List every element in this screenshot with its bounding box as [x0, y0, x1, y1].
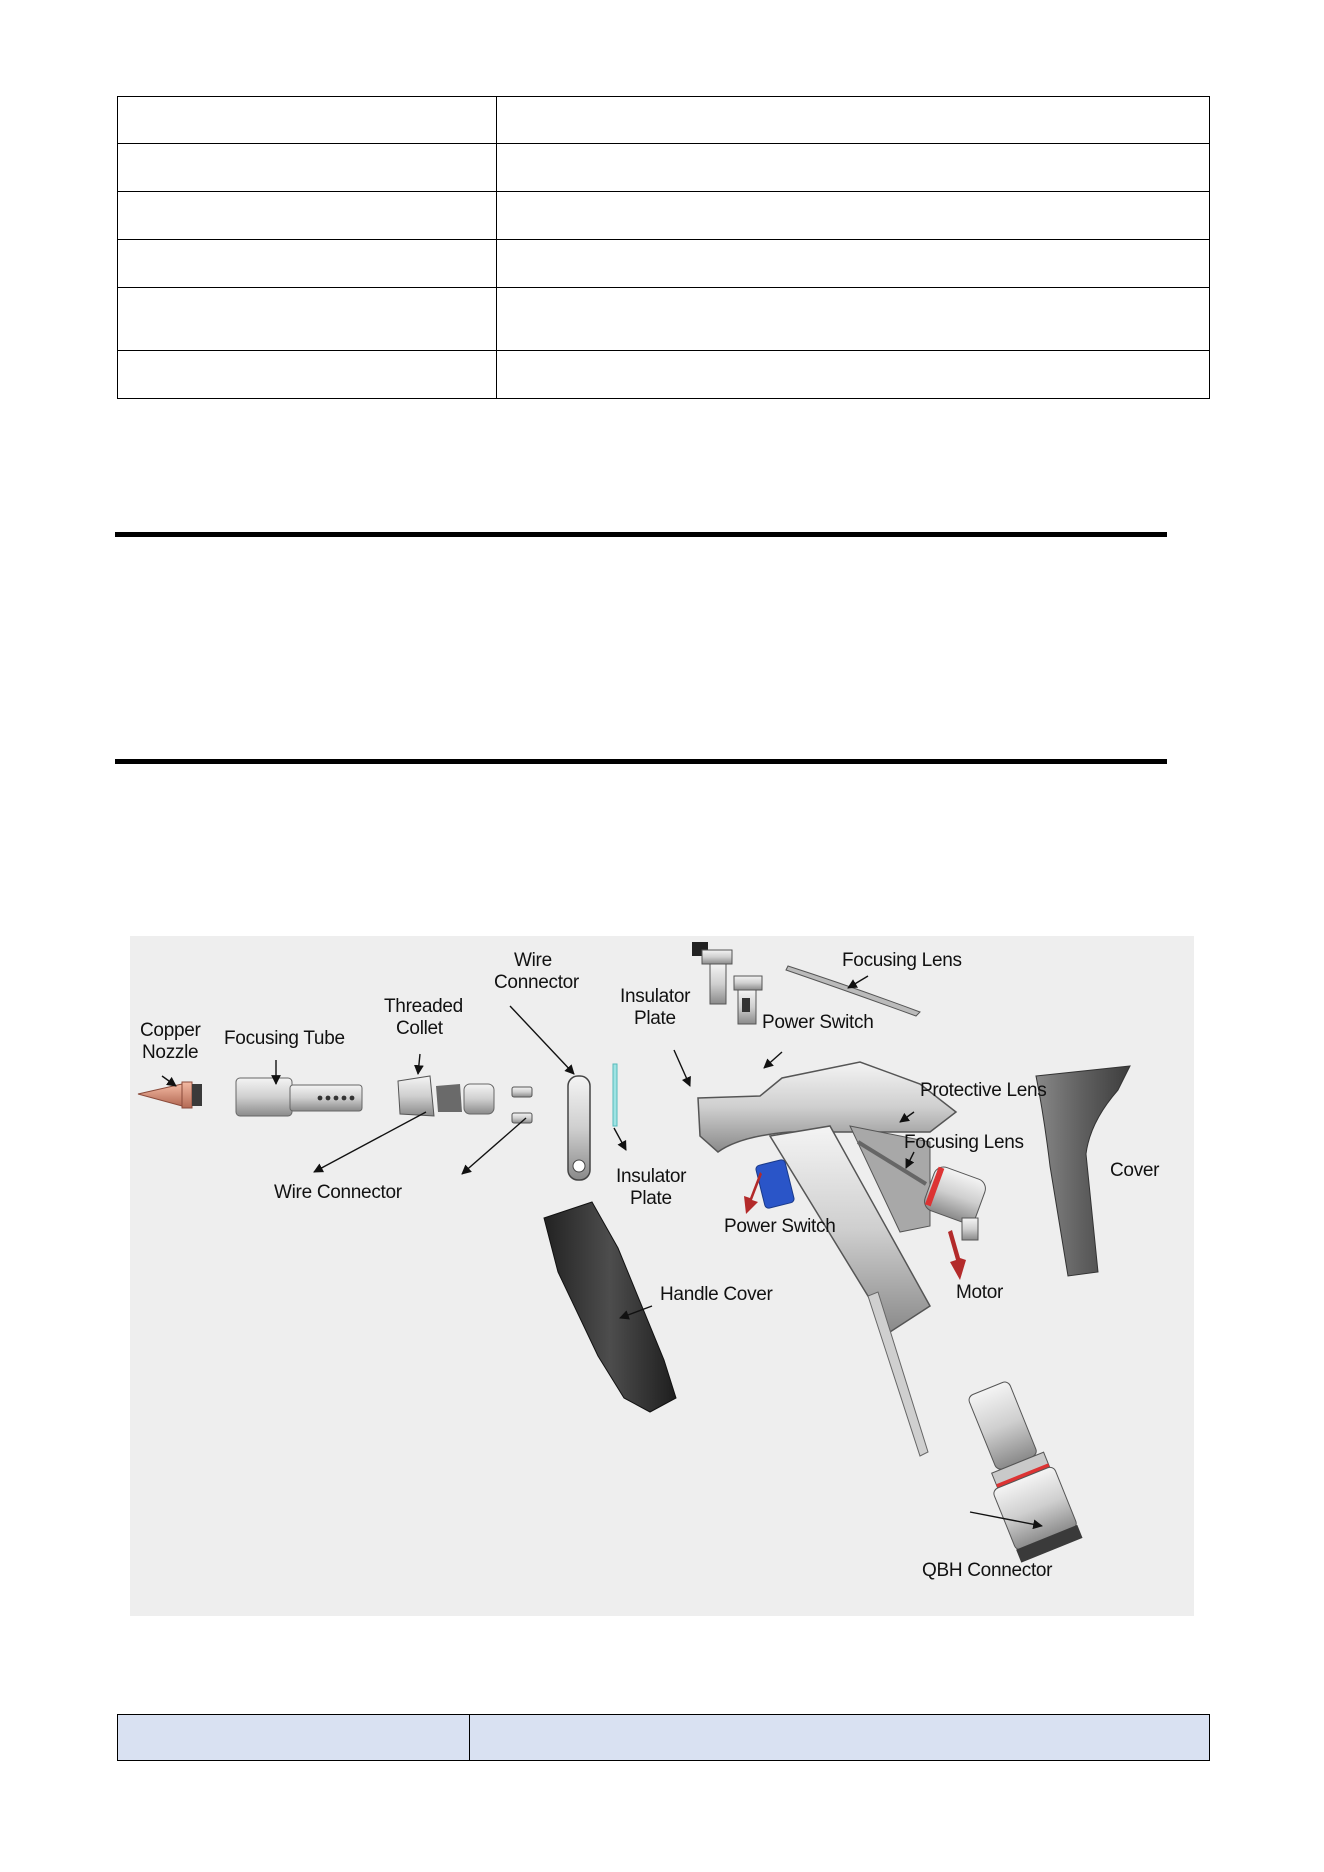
label-motor: Motor [956, 1282, 1004, 1303]
label-focusing-tube: Focusing Tube [224, 1028, 345, 1049]
table-cell [118, 351, 497, 399]
power-switch-parts [692, 942, 762, 1024]
label-wire-connector-top: Wire [514, 950, 552, 971]
table-cell [118, 1715, 470, 1761]
label-insulator-plate-top-2: Plate [634, 1008, 676, 1029]
label-focusing-lens-top: Focusing Lens [842, 950, 962, 971]
label-focusing-lens-mid: Focusing Lens [904, 1132, 1024, 1153]
focusing-lens-glass [786, 966, 920, 1016]
exploded-view-diagram [130, 936, 1194, 1616]
handle-cover [544, 1202, 676, 1412]
label-threaded-collet: Threaded [384, 996, 463, 1017]
qbh-connector [956, 1377, 1082, 1563]
table-cell [118, 97, 497, 144]
section-rule-bottom [115, 759, 1167, 764]
copper-nozzle [138, 1082, 202, 1108]
label-protective-lens: Protective Lens [920, 1080, 1047, 1101]
table-row [118, 1715, 1210, 1761]
table-cell [497, 192, 1210, 240]
table-row [118, 144, 1210, 192]
label-insulator-plate-top: Insulator [620, 986, 691, 1007]
torch-body [698, 1062, 956, 1456]
wire-connector-ring [568, 1076, 590, 1180]
label-wire-connector-top-2: Connector [494, 972, 579, 993]
table-cell [118, 288, 497, 351]
table-row [118, 97, 1210, 144]
table-cell [497, 144, 1210, 192]
label-wire-connector-bottom: Wire Connector [274, 1182, 402, 1203]
label-power-switch-bottom: Power Switch [724, 1216, 836, 1237]
table-row [118, 192, 1210, 240]
table-cell [470, 1715, 1210, 1761]
label-power-switch-top: Power Switch [762, 1012, 874, 1033]
bottom-table [117, 1714, 1210, 1761]
label-copper-nozzle: Copper [140, 1020, 201, 1041]
focusing-tube [236, 1078, 362, 1116]
label-handle-cover: Handle Cover [660, 1284, 773, 1305]
table-cell [497, 240, 1210, 288]
spec-table [117, 96, 1210, 399]
label-copper-nozzle-2: Nozzle [142, 1042, 199, 1063]
insulator-plate [613, 1064, 617, 1126]
table-cell [497, 97, 1210, 144]
wire-connector-parts [512, 1087, 532, 1123]
table-cell [497, 351, 1210, 399]
table-cell [118, 240, 497, 288]
label-insulator-plate-bottom-2: Plate [630, 1188, 672, 1209]
section-rule-top [115, 532, 1167, 537]
table-cell [118, 144, 497, 192]
label-qbh-connector: QBH Connector [922, 1560, 1053, 1581]
table-row [118, 288, 1210, 351]
table-cell [497, 288, 1210, 351]
table-cell [118, 192, 497, 240]
table-row [118, 351, 1210, 399]
table-row [118, 240, 1210, 288]
label-insulator-plate-bottom: Insulator [616, 1166, 687, 1187]
label-cover: Cover [1110, 1160, 1160, 1181]
threaded-collet [398, 1076, 494, 1116]
label-threaded-collet-2: Collet [396, 1018, 443, 1039]
